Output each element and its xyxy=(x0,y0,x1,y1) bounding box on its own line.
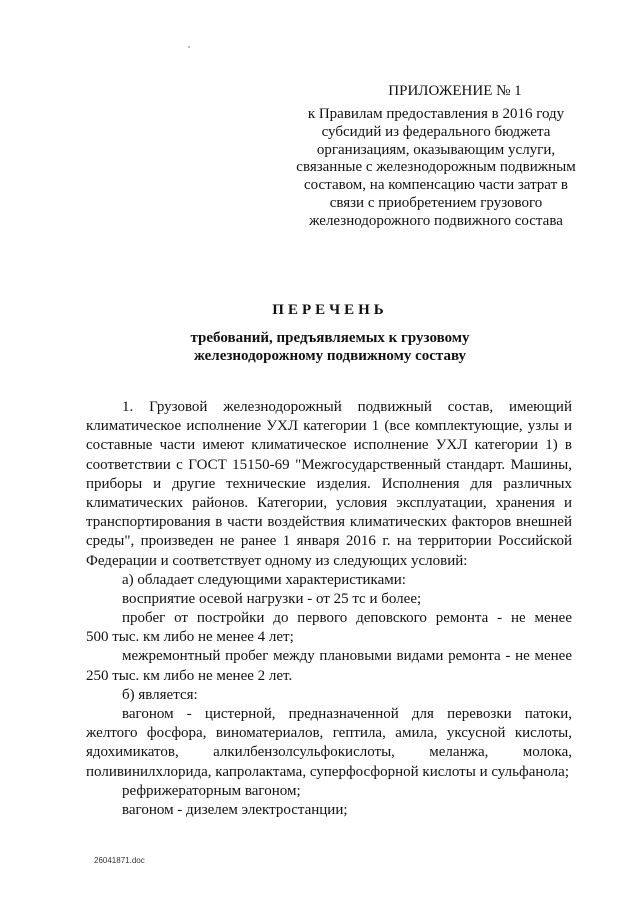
body-line: восприятие осевой нагрузки - от 25 тс и более; xyxy=(122,590,422,607)
body-line: приборы и другие технические изделия. Исполнения для различных xyxy=(86,475,572,492)
body-line: поливинилхлорида, капролактама, суперфосфорной кислоты и сульфанола; xyxy=(86,763,569,780)
body-line: 1. Грузовой железнодорожный подвижный состав, имеющий xyxy=(122,399,572,415)
body-line: климатическое исполнение УХЛ категории 1 (все комплектующие, узлы и xyxy=(86,418,572,435)
document-body xyxy=(86,398,572,820)
body-line: желтого фосфора, виноматериалов, гептила, амила, уксусной кислоты, xyxy=(86,725,572,742)
body-line: Федерации и соответствует одному из следующих условий: xyxy=(86,552,468,569)
body-line: климатических районов. Категории, условия эксплуатации, хранения и xyxy=(86,494,572,511)
body-line: а) обладает следующими характеристиками: xyxy=(122,571,406,588)
scan-speck xyxy=(188,46,190,48)
appendix-line: организациям, оказывающим услуги, xyxy=(316,141,556,158)
body-line: ядохимикатов, алкилбензолсульфокислоты, меланжа, молока, xyxy=(86,744,572,761)
appendix-line: к Правилам предоставления в 2016 году xyxy=(307,106,565,122)
appendix-line: субсидий из федерального бюджета xyxy=(321,123,551,140)
body-line: транспортирования в части воздействия климатических факторов внешней xyxy=(86,514,572,531)
file-name-footer: 26041871.doc xyxy=(94,856,145,865)
body-line: межремонтный пробег между плановыми видами ремонта - не менее xyxy=(122,648,572,665)
appendix-line: составом, на компенсацию части затрат в xyxy=(304,177,568,194)
body-line: 250 тыс. км либо не менее 2 лет. xyxy=(86,667,293,684)
appendix-subtitle xyxy=(286,106,586,231)
appendix-title: ПРИЛОЖЕНИЕ № 1 xyxy=(388,83,522,99)
body-line: вагоном - цистерной, предназначенной для перевозки патоки, xyxy=(122,706,572,722)
document-subtitle xyxy=(90,329,570,365)
appendix-line: железнодорожного подвижного состава xyxy=(309,212,563,229)
body-line: пробег от постройки до первого деповского ремонта - не менее xyxy=(122,610,572,627)
body-line: б) является: xyxy=(122,686,198,703)
appendix-line: связанные с железнодорожным подвижным xyxy=(296,159,576,176)
body-line: вагоном - дизелем электростанции; xyxy=(122,801,348,818)
body-line: соответствии с ГОСТ 15150-69 "Межгосударственный стандарт. Машины, xyxy=(86,456,572,473)
body-line: рефрижераторным вагоном; xyxy=(122,782,301,799)
appendix-line: связи с приобретением грузового xyxy=(329,194,543,211)
body-line: 500 тыс. км либо не менее 4 лет; xyxy=(86,629,294,646)
subtitle-line: требований, предъявляемых к грузовому xyxy=(190,330,470,346)
document-title: ПЕРЕЧЕНЬ xyxy=(272,302,388,318)
body-line: составные части имеют климатическое исполнение УХЛ категории 1) в xyxy=(86,437,572,454)
subtitle-line: железнодорожному подвижному составу xyxy=(193,348,467,364)
body-line: среды", произведен не ранее 1 января 2016 г. на территории Российской xyxy=(86,533,572,550)
